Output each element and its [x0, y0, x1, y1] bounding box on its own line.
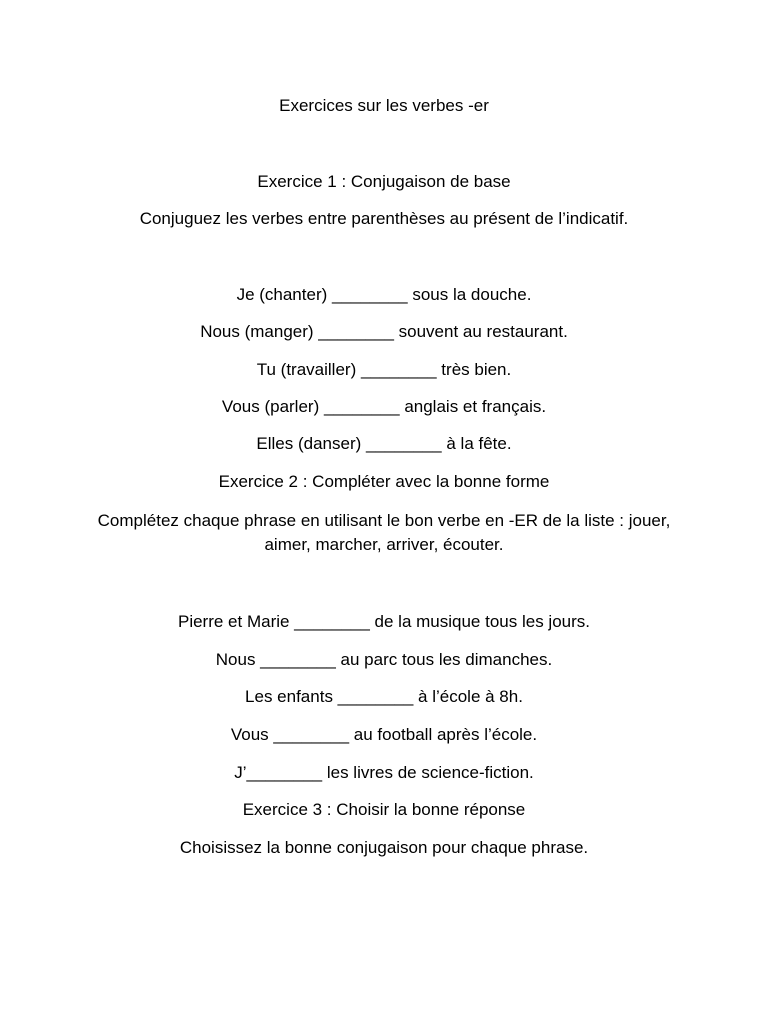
- exercise1-sentence-3: Tu (travailler) ________ très bien.: [256, 360, 512, 379]
- exercise3-heading: Exercice 3 : Choisir la bonne réponse: [242, 800, 526, 819]
- exercise2-sentence-1: Pierre et Marie ________ de la musique tous les jours.: [177, 612, 590, 631]
- exercise1-sentence-4: Vous (parler) ________ anglais et français.: [221, 397, 547, 416]
- exercise1-sentence-5: Elles (danser) ________ à la fête.: [256, 434, 512, 453]
- exercise2-sentence-5: J’________ les livres de science-fiction.: [234, 763, 534, 782]
- exercise1-instruction: Conjuguez les verbes entre parenthèses au présent de l’indicatif.: [139, 209, 629, 228]
- exercise1-heading: Exercice 1 : Conjugaison de base: [257, 172, 511, 191]
- exercise2-sentence-3: Les enfants ________ à l’école à 8h.: [245, 687, 523, 706]
- exercise2-instruction: Complétez chaque phrase en utilisant le bon verbe en -ER de la liste : jouer, aimer, marcher, arriver, écouter.: [97, 511, 671, 554]
- exercise2-sentence-4: Vous ________ au football après l’école.: [230, 725, 538, 744]
- exercise1-sentence-1: Je (chanter) ________ sous la douche.: [236, 285, 532, 304]
- exercise2-heading: Exercice 2 : Compléter avec la bonne forme: [218, 472, 550, 491]
- exercise1-sentence-2: Nous (manger) ________ souvent au restaurant.: [200, 322, 568, 341]
- document-title: Exercices sur les verbes -er: [279, 96, 489, 115]
- exercise3-instruction: Choisissez la bonne conjugaison pour chaque phrase.: [179, 838, 589, 857]
- exercise2-sentence-2: Nous ________ au parc tous les dimanches.: [215, 650, 553, 669]
